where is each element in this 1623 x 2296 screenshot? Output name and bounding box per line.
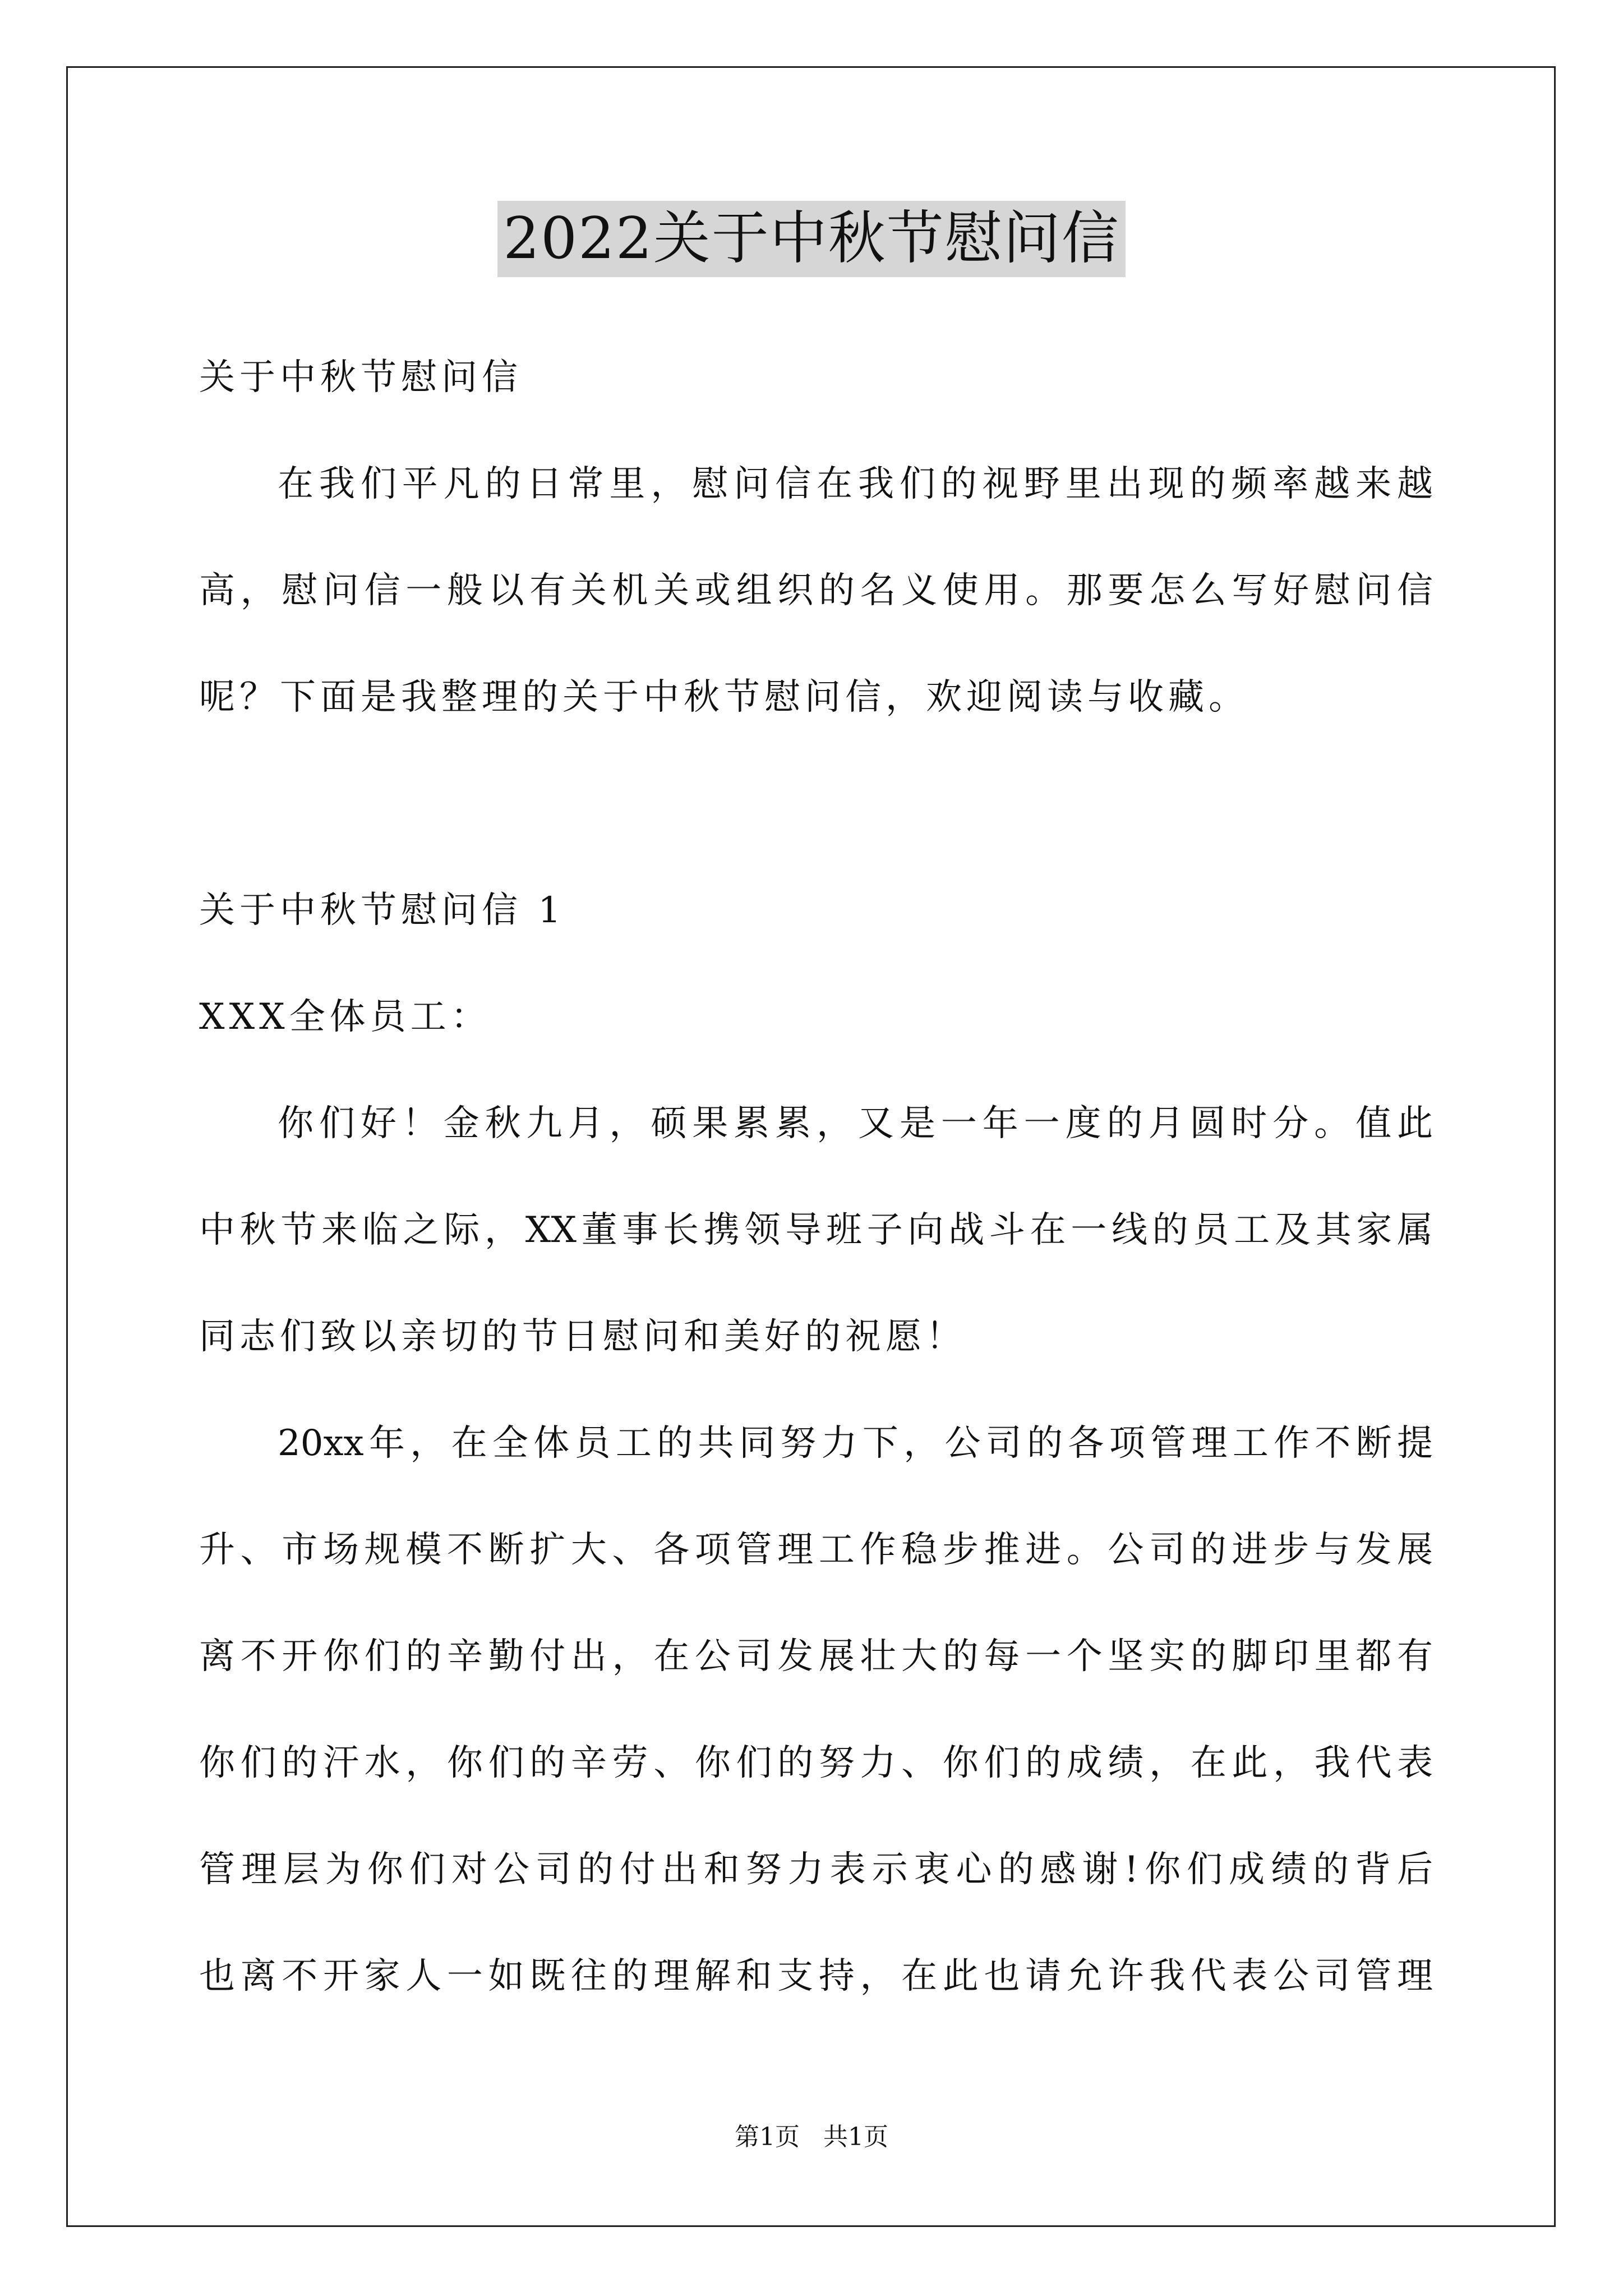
- paragraph-line: 离不开你们的辛勤付出，在公司发展壮大的每一个坚实的脚印里都有: [199, 1636, 1433, 1677]
- paragraph-line: 升、市场规模不断扩大、各项管理工作稳步推进。公司的进步与发展: [199, 1529, 1433, 1571]
- document-subtitle: 关于中秋节慰问信: [199, 357, 522, 398]
- paragraph-line: 20xx年，在全体员工的共同努力下，公司的各项管理工作不断提: [278, 1423, 1433, 1464]
- intro-line: 高，慰问信一般以有关机关或组织的名义使用。那要怎么写好慰问信: [199, 570, 1433, 611]
- intro-line: 在我们平凡的日常里，慰问信在我们的视野里出现的频率越来越: [278, 463, 1433, 505]
- salutation: XXX全体员工：: [199, 996, 491, 1038]
- paragraph-line: 你们的汗水，你们的辛劳、你们的努力、你们的成绩，在此，我代表: [199, 1742, 1433, 1784]
- page-number: 第1页 共1页: [735, 2123, 888, 2151]
- document-title: 2022关于中秋节慰问信: [497, 201, 1126, 277]
- paragraph-line: 中秋节来临之际，XX董事长携领导班子向战斗在一线的员工及其家属: [199, 1209, 1433, 1251]
- paragraph-line: 管理层为你们对公司的付出和努力表示衷心的感谢!你们成绩的背后: [199, 1849, 1433, 1890]
- paragraph-line: 也离不开家人一如既往的理解和支持，在此也请允许我代表公司管理: [199, 1955, 1433, 1997]
- paragraph-line: 你们好！金秋九月，硕果累累，又是一年一度的月圆时分。值此: [278, 1103, 1433, 1144]
- title-container: [0, 201, 1623, 277]
- section-heading: 关于中秋节慰问信 1: [199, 890, 566, 931]
- intro-line: 呢？下面是我整理的关于中秋节慰问信，欢迎阅读与收藏。: [199, 677, 1249, 718]
- paragraph-line: 同志们致以亲切的节日慰问和美好的祝愿！: [199, 1316, 966, 1358]
